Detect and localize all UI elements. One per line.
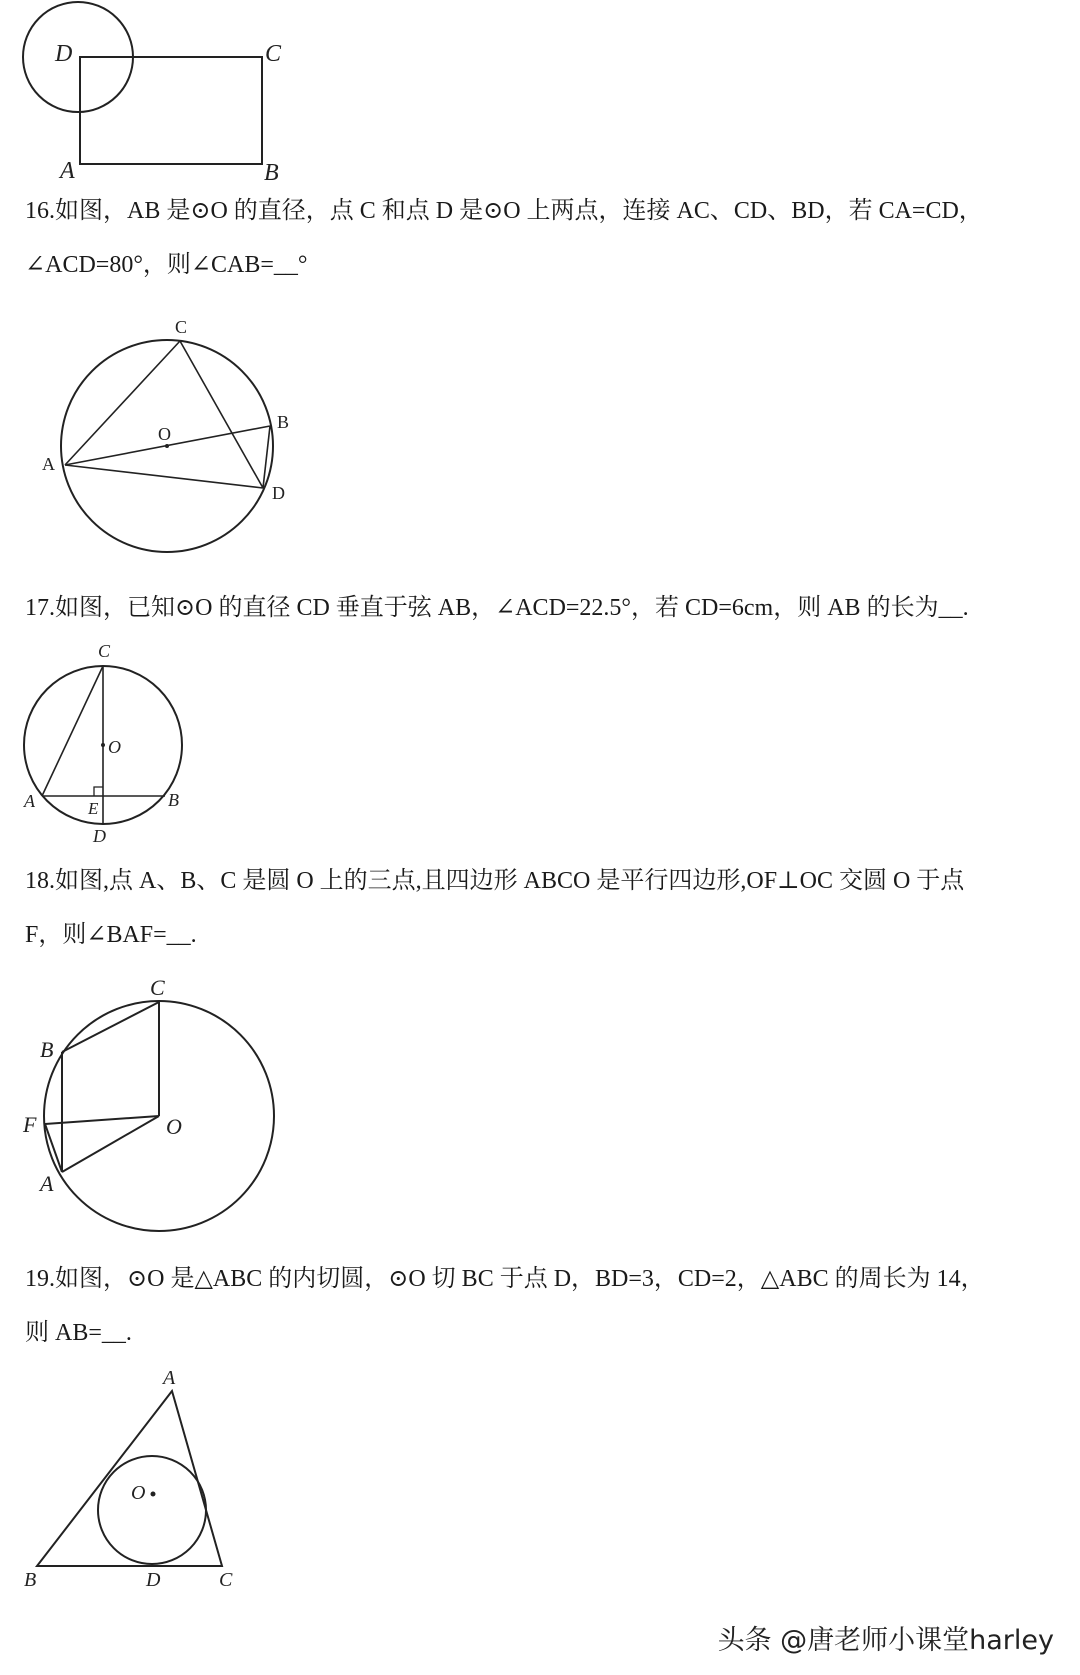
label-A: A: [60, 158, 75, 184]
question-17-line-1: 17.如图，已知⊙O 的直径 CD 垂直于弦 AB，∠ACD=22.5°，若 CD=6cm，则 AB 的长为__.: [25, 595, 969, 621]
label-C: C: [219, 1569, 233, 1591]
label-C: C: [98, 641, 111, 661]
question-18-line-2: F，则∠BAF=__.: [25, 922, 197, 948]
label-A: A: [42, 454, 55, 474]
label-O: O: [166, 1114, 182, 1139]
label-B: B: [24, 1569, 37, 1591]
label-B: B: [168, 790, 179, 810]
label-O: O: [108, 737, 121, 757]
label-O: O: [158, 424, 171, 444]
label-A: A: [40, 1171, 54, 1196]
question-19-line-1: 19.如图，⊙O 是△ABC 的内切圆，⊙O 切 BC 于点 D，BD=3，CD=2，△ABC 的周长为 14，: [25, 1266, 985, 1292]
label-D: D: [146, 1569, 161, 1591]
label-C: C: [265, 41, 282, 67]
label-B: B: [264, 160, 279, 186]
question-16-line-1: 16.如图，AB 是⊙O 的直径，点 C 和点 D 是⊙O 上两点，连接 AC、CD、BD，若 CA=CD，: [25, 198, 983, 224]
label-A: A: [24, 791, 35, 811]
label-C: C: [150, 975, 165, 1000]
label-D: D: [93, 826, 106, 846]
label-C: C: [175, 317, 188, 337]
figure-19-incircle-triangle: [0, 1360, 260, 1675]
figure-16-circle-diameter: [0, 300, 320, 565]
question-18-line-1: 18.如图,点 A、B、C 是圆 O 上的三点,且四边形 ABCO 是平行四边形,OF⊥OC 交圆 O 于点: [25, 868, 965, 894]
figure-17-circle-chord: [0, 636, 200, 856]
label-D: D: [55, 41, 73, 67]
label-B: B: [40, 1037, 54, 1062]
watermark: 头条 @唐老师小课堂harley: [717, 1625, 1054, 1656]
label-D: D: [272, 483, 285, 503]
question-16-line-2: ∠ACD=80°，则∠CAB=__°: [25, 252, 308, 278]
figure-15-rectangle-circle: [0, 0, 320, 190]
label-E: E: [88, 799, 99, 818]
label-B: B: [277, 412, 290, 432]
label-F: F: [23, 1112, 37, 1137]
label-O: O: [131, 1482, 146, 1504]
figure-18-parallelogram-circle: [0, 970, 300, 1235]
label-A: A: [163, 1367, 176, 1389]
question-19-line-2: 则 AB=__.: [25, 1320, 132, 1346]
